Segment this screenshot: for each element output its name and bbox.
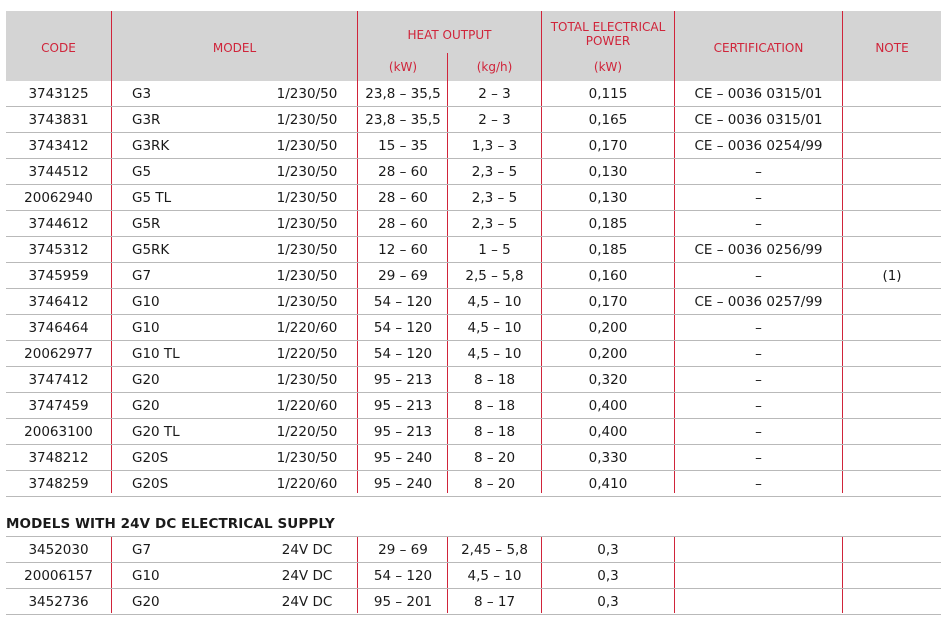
- cell-code: 3746412: [28, 294, 89, 310]
- cell-note: [843, 419, 941, 445]
- cell-certification: –: [755, 164, 762, 180]
- cell-voltage: 1/230/50: [276, 372, 338, 388]
- cell-heat-kw: 23,8 – 35,5: [365, 112, 441, 128]
- cell-model: G7: [132, 268, 152, 284]
- cell-power: 0,410: [588, 476, 628, 492]
- header-heat-kgh: (kg/h): [476, 60, 513, 74]
- cell-model: G3: [132, 86, 152, 102]
- cell-heat-kgh: 2 – 3: [478, 86, 511, 102]
- cell-voltage: 1/230/50: [276, 268, 338, 284]
- cell-code: 20063100: [24, 424, 93, 440]
- cell-power: 0,185: [588, 242, 628, 258]
- cell-heat-kw: 95 – 213: [373, 398, 433, 414]
- cell-certification: [675, 589, 842, 615]
- cell-heat-kw: 23,8 – 35,5: [365, 86, 441, 102]
- cell-power: 0,130: [588, 190, 628, 206]
- cell-note: [843, 315, 941, 341]
- cell-voltage: 1/230/50: [276, 190, 338, 206]
- header-power-unit: (kW): [593, 60, 623, 74]
- section-title-24v: MODELS WITH 24V DC ELECTRICAL SUPPLY: [6, 516, 335, 532]
- cell-code: 3744612: [28, 216, 89, 232]
- cell-model: G10 TL: [132, 346, 180, 362]
- cell-heat-kgh: 4,5 – 10: [467, 568, 522, 584]
- cell-model: G3RK: [132, 138, 170, 154]
- cell-power: 0,3: [597, 594, 619, 610]
- cell-power: 0,400: [588, 398, 628, 414]
- cell-model: G10: [132, 320, 160, 336]
- cell-note: [843, 211, 941, 237]
- cell-code: 3748212: [28, 450, 89, 466]
- row-divider: [6, 536, 941, 537]
- row-divider: [6, 496, 941, 497]
- cell-certification: –: [755, 424, 762, 440]
- cell-certification: –: [755, 398, 762, 414]
- cell-note: (1): [882, 268, 902, 284]
- cell-note: [843, 563, 941, 589]
- header-power-line2: POWER: [585, 34, 631, 48]
- cell-model: G5: [132, 164, 152, 180]
- cell-heat-kw: 29 – 69: [378, 268, 428, 284]
- cell-code: 20062940: [24, 190, 93, 206]
- cell-heat-kw: 95 – 240: [373, 450, 433, 466]
- cell-note: [843, 237, 941, 263]
- column-divider: [111, 537, 112, 613]
- cell-code: 3746464: [28, 320, 89, 336]
- cell-code: 3747459: [28, 398, 89, 414]
- cell-power: 0,400: [588, 424, 628, 440]
- cell-certification: CE – 0036 0254/99: [694, 138, 823, 154]
- header-power-line1: TOTAL ELECTRICAL: [550, 20, 666, 34]
- cell-model: G10: [132, 294, 160, 310]
- header-note: NOTE: [875, 41, 909, 55]
- cell-heat-kw: 54 – 120: [373, 568, 433, 584]
- cell-note: [843, 81, 941, 107]
- cell-code: 3743125: [28, 86, 89, 102]
- row-divider: [6, 614, 941, 615]
- cell-voltage: 24V DC: [281, 568, 333, 584]
- cell-model: G5 TL: [132, 190, 172, 206]
- cell-model: G20S: [132, 450, 169, 466]
- cell-heat-kw: 28 – 60: [378, 190, 428, 206]
- cell-power: 0,3: [597, 568, 619, 584]
- cell-heat-kw: 95 – 240: [373, 476, 433, 492]
- cell-heat-kw: 95 – 213: [373, 424, 433, 440]
- cell-heat-kw: 12 – 60: [378, 242, 428, 258]
- cell-model: G5R: [132, 216, 161, 232]
- cell-model: G20 TL: [132, 424, 180, 440]
- cell-heat-kgh: 8 – 18: [473, 372, 516, 388]
- cell-power: 0,330: [588, 450, 628, 466]
- cell-power: 0,185: [588, 216, 628, 232]
- cell-heat-kw: 54 – 120: [373, 346, 433, 362]
- cell-heat-kgh: 8 – 20: [473, 476, 516, 492]
- cell-model: G20S: [132, 476, 169, 492]
- cell-model: G3R: [132, 112, 161, 128]
- cell-note: [843, 107, 941, 133]
- cell-heat-kgh: 8 – 18: [473, 424, 516, 440]
- cell-code: 3452736: [28, 594, 89, 610]
- cell-voltage: 24V DC: [281, 594, 333, 610]
- cell-heat-kgh: 4,5 – 10: [467, 294, 522, 310]
- cell-voltage: 1/230/50: [276, 294, 338, 310]
- cell-voltage: 1/220/50: [276, 346, 338, 362]
- cell-note: [843, 537, 941, 563]
- cell-voltage: 1/220/60: [276, 320, 338, 336]
- cell-power: 0,200: [588, 320, 628, 336]
- cell-heat-kgh: 1,3 – 3: [471, 138, 518, 154]
- cell-voltage: 1/230/50: [276, 450, 338, 466]
- cell-note: [843, 445, 941, 471]
- header-certification: CERTIFICATION: [713, 41, 804, 55]
- cell-heat-kgh: 2,45 – 5,8: [461, 542, 528, 558]
- cell-power: 0,130: [588, 164, 628, 180]
- cell-code: 20006157: [24, 568, 93, 584]
- cell-note: [843, 133, 941, 159]
- cell-power: 0,3: [597, 542, 619, 558]
- cell-note: [843, 289, 941, 315]
- cell-model: G20: [132, 594, 160, 610]
- cell-code: 3743412: [28, 138, 89, 154]
- cell-certification: –: [755, 346, 762, 362]
- cell-heat-kgh: 2 – 3: [478, 112, 511, 128]
- cell-code: 20062977: [24, 346, 93, 362]
- cell-code: 3747412: [28, 372, 89, 388]
- cell-certification: –: [755, 476, 762, 492]
- cell-certification: –: [755, 190, 762, 206]
- cell-power: 0,320: [588, 372, 628, 388]
- cell-heat-kw: 95 – 213: [373, 372, 433, 388]
- cell-heat-kw: 28 – 60: [378, 216, 428, 232]
- header-heat-kw: (kW): [388, 60, 418, 74]
- cell-heat-kgh: 2,3 – 5: [471, 164, 518, 180]
- cell-note: [843, 159, 941, 185]
- cell-heat-kw: 54 – 120: [373, 320, 433, 336]
- cell-note: [843, 589, 941, 615]
- cell-heat-kgh: 8 – 20: [473, 450, 516, 466]
- cell-certification: –: [755, 320, 762, 336]
- cell-heat-kgh: 4,5 – 10: [467, 346, 522, 362]
- cell-certification: –: [755, 216, 762, 232]
- cell-certification: CE – 0036 0257/99: [694, 294, 823, 310]
- cell-note: [843, 341, 941, 367]
- cell-voltage: 1/230/50: [276, 112, 338, 128]
- header-code: CODE: [41, 41, 76, 55]
- cell-heat-kw: 28 – 60: [378, 164, 428, 180]
- cell-voltage: 1/220/60: [276, 476, 338, 492]
- cell-certification: CE – 0036 0256/99: [694, 242, 823, 258]
- cell-code: 3743831: [28, 112, 89, 128]
- cell-code: 3745312: [28, 242, 89, 258]
- cell-code: 3452030: [28, 542, 89, 558]
- cell-heat-kgh: 1 – 5: [478, 242, 511, 258]
- cell-heat-kgh: 2,3 – 5: [471, 216, 518, 232]
- cell-model: G20: [132, 398, 160, 414]
- cell-certification: CE – 0036 0315/01: [694, 86, 823, 102]
- cell-model: G20: [132, 372, 160, 388]
- cell-power: 0,115: [588, 86, 628, 102]
- cell-voltage: 1/230/50: [276, 216, 338, 232]
- cell-heat-kw: 95 – 201: [373, 594, 433, 610]
- cell-note: [843, 471, 941, 497]
- cell-code: 3744512: [28, 164, 89, 180]
- cell-heat-kgh: 8 – 17: [473, 594, 516, 610]
- cell-heat-kw: 29 – 69: [378, 542, 428, 558]
- cell-voltage: 1/230/50: [276, 86, 338, 102]
- cell-note: [843, 367, 941, 393]
- cell-voltage: 1/230/50: [276, 164, 338, 180]
- cell-certification: –: [755, 450, 762, 466]
- cell-power: 0,170: [588, 294, 628, 310]
- cell-power: 0,165: [588, 112, 628, 128]
- cell-voltage: 1/230/50: [276, 138, 338, 154]
- cell-heat-kw: 54 – 120: [373, 294, 433, 310]
- cell-power: 0,160: [588, 268, 628, 284]
- column-divider: [111, 11, 112, 493]
- header-model: MODEL: [212, 41, 257, 55]
- cell-model: G5RK: [132, 242, 170, 258]
- cell-heat-kgh: 4,5 – 10: [467, 320, 522, 336]
- cell-note: [843, 185, 941, 211]
- cell-voltage: 24V DC: [281, 542, 333, 558]
- header-heat-output: HEAT OUTPUT: [407, 28, 492, 42]
- cell-power: 0,200: [588, 346, 628, 362]
- cell-voltage: 1/220/50: [276, 424, 338, 440]
- cell-note: [843, 393, 941, 419]
- cell-certification: CE – 0036 0315/01: [694, 112, 823, 128]
- cell-certification: –: [755, 372, 762, 388]
- cell-certification: –: [755, 268, 762, 284]
- cell-voltage: 1/220/60: [276, 398, 338, 414]
- cell-heat-kgh: 2,3 – 5: [471, 190, 518, 206]
- cell-code: 3748259: [28, 476, 89, 492]
- cell-certification: [675, 537, 842, 563]
- cell-heat-kgh: 2,5 – 5,8: [465, 268, 524, 284]
- cell-heat-kgh: 8 – 18: [473, 398, 516, 414]
- cell-code: 3745959: [28, 268, 89, 284]
- cell-model: G10: [132, 568, 160, 584]
- cell-voltage: 1/230/50: [276, 242, 338, 258]
- cell-power: 0,170: [588, 138, 628, 154]
- cell-heat-kw: 15 – 35: [378, 138, 428, 154]
- cell-model: G7: [132, 542, 152, 558]
- cell-certification: [675, 563, 842, 589]
